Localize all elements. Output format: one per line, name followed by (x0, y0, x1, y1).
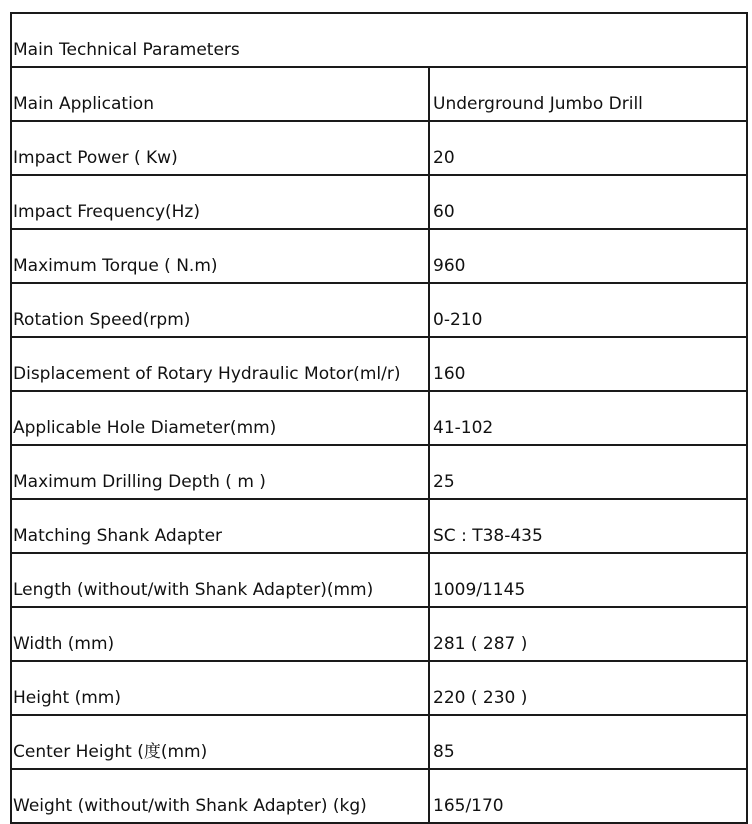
row-value: 41-102 (429, 391, 747, 445)
table-row (11, 499, 747, 553)
row-label: Rotation Speed(rpm) (11, 283, 429, 337)
table-title: Main Technical Parameters (11, 13, 747, 67)
table-row (11, 229, 747, 283)
row-value: SC : T38-435 (429, 499, 747, 553)
row-value: 165/170 (429, 769, 747, 823)
row-label: Impact Frequency(Hz) (11, 175, 429, 229)
table-row (11, 553, 747, 607)
row-value: 960 (429, 229, 747, 283)
row-value: 281 ( 287 ) (429, 607, 747, 661)
row-label: Maximum Drilling Depth ( m ) (11, 445, 429, 499)
row-value: 0-210 (429, 283, 747, 337)
row-label: Center Height (度(mm) (11, 715, 429, 769)
table-row (11, 337, 747, 391)
row-label: Displacement of Rotary Hydraulic Motor(ml/r) (11, 337, 429, 391)
table-row (11, 715, 747, 769)
table-row (11, 283, 747, 337)
row-value: 60 (429, 175, 747, 229)
row-label: Length (without/with Shank Adapter)(mm) (11, 553, 429, 607)
row-value: 20 (429, 121, 747, 175)
row-value: 1009/1145 (429, 553, 747, 607)
row-value: 85 (429, 715, 747, 769)
row-label: Matching Shank Adapter (11, 499, 429, 553)
row-label: Weight (without/with Shank Adapter) (kg) (11, 769, 429, 823)
table-row (11, 607, 747, 661)
row-label: Impact Power ( Kw) (11, 121, 429, 175)
row-label: Applicable Hole Diameter(mm) (11, 391, 429, 445)
technical-parameters-table (10, 12, 748, 824)
row-label: Main Application (11, 67, 429, 121)
table-title-row (11, 13, 747, 67)
table-row (11, 121, 747, 175)
row-value: 25 (429, 445, 747, 499)
row-label: Height (mm) (11, 661, 429, 715)
table-row (11, 661, 747, 715)
table-row (11, 175, 747, 229)
table-row (11, 445, 747, 499)
table-row (11, 391, 747, 445)
row-value: Underground Jumbo Drill (429, 67, 747, 121)
table-row (11, 769, 747, 823)
row-label: Maximum Torque ( N.m) (11, 229, 429, 283)
row-value: 160 (429, 337, 747, 391)
table-row (11, 67, 747, 121)
row-label: Width (mm) (11, 607, 429, 661)
row-value: 220 ( 230 ) (429, 661, 747, 715)
